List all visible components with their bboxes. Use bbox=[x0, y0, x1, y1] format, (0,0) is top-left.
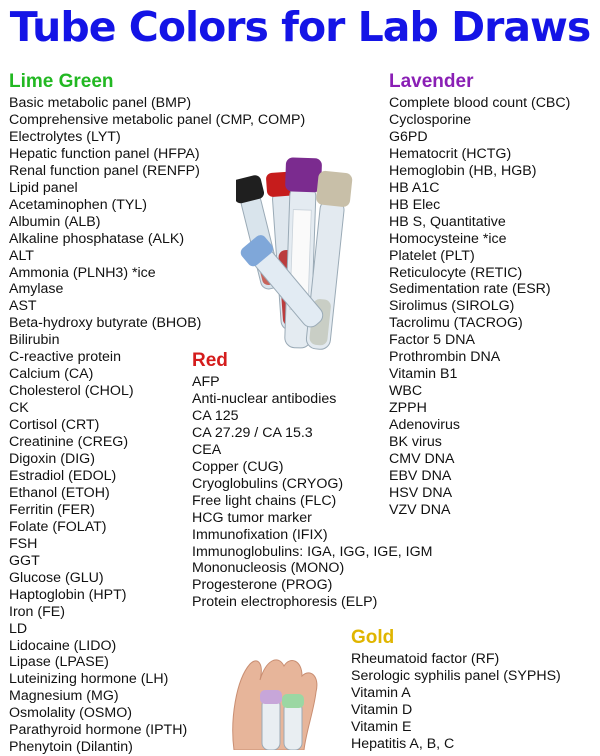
lime-green-heading: Lime Green bbox=[9, 71, 114, 92]
list-item: Homocysteine *ice bbox=[389, 230, 507, 247]
list-item: Ammonia (PLNH3) *ice bbox=[9, 264, 156, 281]
list-item: Cyclosporine bbox=[389, 111, 472, 128]
list-item: HB Elec bbox=[389, 196, 441, 213]
list-item: Hematocrit (HCTG) bbox=[389, 145, 512, 162]
list-item: Osmolality (OSMO) bbox=[9, 705, 132, 722]
red-list bbox=[192, 374, 432, 611]
list-item: Tacrolimu (TACROG) bbox=[389, 315, 523, 332]
list-item: CEA bbox=[192, 441, 222, 458]
list-item: Lipase (LPASE) bbox=[9, 654, 109, 671]
list-item: Glucose (GLU) bbox=[9, 569, 104, 586]
list-item: Serologic syphilis panel (SYPHS) bbox=[351, 667, 561, 684]
list-item: Sirolimus (SIROLG) bbox=[389, 298, 515, 315]
list-item: Calcium (CA) bbox=[9, 366, 94, 383]
list-item: Phenytoin (Dilantin) bbox=[9, 739, 133, 756]
list-item: G6PD bbox=[389, 128, 428, 145]
list-item: Hepatitis A, B, C bbox=[351, 735, 455, 752]
list-item: Lidocaine (LIDO) bbox=[9, 637, 117, 654]
list-item: BK virus bbox=[389, 434, 442, 451]
list-item: Alkaline phosphatase (ALK) bbox=[9, 230, 185, 247]
gold-list bbox=[351, 651, 561, 753]
gold-section bbox=[351, 627, 561, 753]
list-item: Luteinizing hormone (LH) bbox=[9, 671, 169, 688]
list-item: Prothrombin DNA bbox=[389, 349, 501, 366]
list-item: Copper (CUG) bbox=[192, 458, 284, 475]
list-item: Folate (FOLAT) bbox=[9, 518, 107, 535]
list-item: HSV DNA bbox=[389, 484, 453, 501]
list-item: Progesterone (PROG) bbox=[192, 577, 333, 594]
list-item: Ethanol (ETOH) bbox=[9, 484, 110, 501]
list-item: Lipid panel bbox=[9, 179, 78, 196]
list-item: Albumin (ALB) bbox=[9, 213, 101, 230]
list-item: Ferritin (FER) bbox=[9, 501, 95, 518]
list-item: Estradiol (EDOL) bbox=[9, 467, 117, 484]
lavender-heading: Lavender bbox=[389, 71, 474, 92]
list-item: Cryoglobulins (CRYOG) bbox=[192, 475, 344, 492]
list-item: Amylase bbox=[9, 281, 64, 298]
list-item: ZPPH bbox=[389, 400, 427, 417]
list-item: Bilirubin bbox=[9, 332, 60, 349]
list-item: Adenovirus bbox=[389, 417, 460, 434]
list-item: Creatinine (CREG) bbox=[9, 434, 129, 451]
list-item: LD bbox=[9, 620, 28, 637]
list-item: Renal function panel (RENFP) bbox=[9, 162, 200, 179]
blood-tubes-image bbox=[236, 150, 366, 355]
list-item: Acetaminophen (TYL) bbox=[9, 196, 148, 213]
list-item: C-reactive protein bbox=[9, 349, 121, 366]
list-item: CK bbox=[9, 400, 29, 417]
red-heading: Red bbox=[192, 350, 228, 371]
list-item: AFP bbox=[192, 374, 220, 390]
list-item: Cortisol (CRT) bbox=[9, 417, 100, 434]
list-item: Basic metabolic panel (BMP) bbox=[9, 95, 192, 111]
list-item: Electrolytes (LYT) bbox=[9, 128, 121, 145]
list-item: Hepatic function panel (HFPA) bbox=[9, 145, 200, 162]
list-item: Protein electrophoresis (ELP) bbox=[192, 594, 378, 611]
list-item: GGT bbox=[9, 552, 40, 569]
list-item: AST bbox=[9, 298, 37, 315]
list-item: EBV DNA bbox=[389, 467, 452, 484]
list-item: Reticulocyte (RETIC) bbox=[389, 264, 523, 281]
list-item: CMV DNA bbox=[389, 451, 455, 468]
red-section bbox=[192, 350, 432, 611]
list-item: Cholesterol (CHOL) bbox=[9, 383, 134, 400]
list-item: Vitamin A bbox=[351, 684, 411, 701]
list-item: Vitamin B1 bbox=[389, 366, 458, 383]
list-item: Rheumatoid factor (RF) bbox=[351, 651, 500, 667]
list-item: HCG tumor marker bbox=[192, 509, 312, 526]
list-item: Magnesium (MG) bbox=[9, 688, 119, 705]
list-item: ALT bbox=[9, 247, 34, 264]
list-item: Free light chains (FLC) bbox=[192, 492, 337, 509]
list-item: Complete blood count (CBC) bbox=[389, 95, 571, 111]
list-item: CA 27.29 / CA 15.3 bbox=[192, 424, 313, 441]
list-item: VZV DNA bbox=[389, 501, 451, 518]
gold-heading: Gold bbox=[351, 627, 395, 648]
list-item: Iron (FE) bbox=[9, 603, 65, 620]
list-item: Anti-nuclear antibodies bbox=[192, 390, 337, 407]
list-item: CA 125 bbox=[192, 407, 239, 424]
list-item: Mononucleosis (MONO) bbox=[192, 560, 345, 577]
list-item: Sedimentation rate (ESR) bbox=[389, 281, 551, 298]
list-item: HB S, Quantitative bbox=[389, 213, 506, 230]
list-item: Factor 5 DNA bbox=[389, 332, 475, 349]
list-item: Digoxin (DIG) bbox=[9, 451, 95, 468]
list-item: Immunoglobulins: IGA, IGG, IGE, IGM bbox=[192, 543, 433, 560]
list-item: WBC bbox=[389, 383, 423, 400]
list-item: Immunofixation (IFIX) bbox=[192, 526, 328, 543]
list-item: Comprehensive metabolic panel (CMP, COMP) bbox=[9, 111, 306, 128]
list-item: Vitamin D bbox=[351, 701, 413, 718]
list-item: Hemoglobin (HB, HGB) bbox=[389, 162, 537, 179]
list-item: Platelet (PLT) bbox=[389, 247, 475, 264]
list-item: HB A1C bbox=[389, 179, 440, 196]
list-item: Vitamin E bbox=[351, 718, 412, 735]
list-item: Parathyroid hormone (IPTH) bbox=[9, 722, 188, 739]
list-item: FSH bbox=[9, 535, 38, 552]
list-item: Beta-hydroxy butyrate (BHOB) bbox=[9, 315, 202, 332]
hand-holding-tubes-image bbox=[222, 640, 332, 750]
list-item: Haptoglobin (HPT) bbox=[9, 586, 127, 603]
page-title: Tube Colors for Lab Draws bbox=[9, 3, 591, 51]
